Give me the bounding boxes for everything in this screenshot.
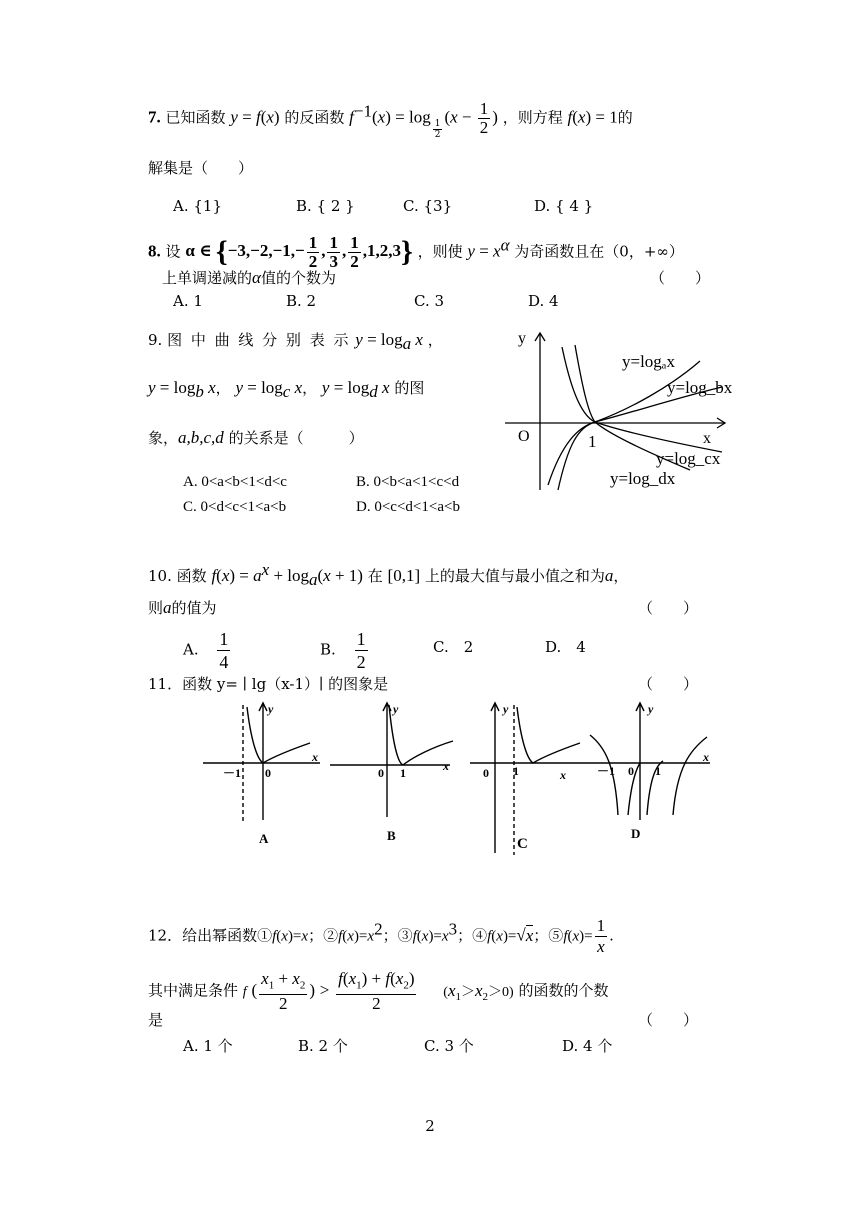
q11-label-b: B [387,828,396,843]
q10-option-d: D. 4 [545,638,586,656]
q9-label-d: y=log_dx [610,469,676,488]
q12-line1: 12．给出幂函数①f(x)=x；$②f(x)=x^2$；$③f(x)=x^3$；④f(x)=√x；⑤f(x)= $\frac{1}{x}$ . [148,916,614,956]
q7-option-d: D. { 4 } [534,197,594,215]
q12-line3: 是 [148,1011,164,1029]
q9-y-label: y [518,330,526,347]
q12-option-b: B. 2 个 [298,1037,348,1055]
q8-line1: 8. 设 α ∈ {−3,−2,−1,− $\frac{1}{2}$ , $\frac{1}{3}$ , $\frac{1}{2}$ ,1,2,3} ，则使 $y = x^\alpha$ 为奇函数且在（0，+∞） [148,233,684,271]
q8-option-a: A. 1 [173,292,203,310]
q10-option-a: A. $\frac{1}{4}$ [183,629,229,672]
q7-text-4: 的 [617,108,633,127]
svg-text:－1: －1 [597,764,616,778]
svg-text:y: y [648,702,654,716]
q9-option-a: A. 0<a<b<1<d<c [183,474,287,490]
q9-line2: $y = \log_b x$， $y = \log_c x$， $y = \log_d x$ 的图 [148,378,425,401]
q7-text-2: 的反函数 [284,108,345,127]
svg-text:x: x [443,759,449,773]
q10-paren: （ ） [638,599,699,617]
q12-option-d: D. 4 个 [562,1037,613,1055]
q7-text-3: ，则方程 [502,108,563,127]
q10-option-c: C. 2 [433,638,474,656]
q9-graph [500,325,740,495]
q11-paren: （ ） [638,675,699,693]
q7-line1: 7. 已知函数 y = f(x) 的反函数 $f^{-1}(x) = \log$ $_{\frac{1}{2}}$ (x − $\frac{1}{2}$ ) ，则方程 f(x) = 1的 [148,99,633,140]
q7-line2: 解集是（ ） [148,159,254,177]
q12-line2: 其中满足条件 f ( $\frac{x_1 + x_2}{2}$ ) > $\frac{f(x_1) + f(x_2)}{2}$ $(x_1>x_2>0)$ 的函数的个数 [148,969,609,1014]
q10-option-b: B. $\frac{1}{2}$ [320,629,366,672]
q9-line1: 9. 图 中 曲 线 分 别 表 示 $y = \log_a x$ ， [148,330,443,353]
q12-option-c: C. 3 个 [424,1037,474,1055]
svg-text:0: 0 [265,766,271,780]
q11-label-c: C [517,836,528,852]
q9-x-label: x [703,430,711,447]
q9-option-d: D. 0<c<d<1<a<b [356,499,460,515]
q8-text-3: 为奇函数且在（0，+∞） [514,242,684,261]
svg-text:1: 1 [513,764,519,778]
svg-text:1: 1 [400,766,406,780]
page-number: 2 [425,1117,435,1135]
q9-label-c: y=log_cx [656,449,721,468]
q9-one-label: 1 [588,432,597,451]
svg-text:y: y [393,702,399,716]
q11-graph-b [330,703,453,817]
q7-option-b: B. { 2 } [296,197,355,215]
svg-text:－1: －1 [223,766,242,780]
q9-label-b: y=log_bx [667,378,733,397]
q12-paren: （ ） [638,1011,699,1029]
svg-text:y: y [503,702,509,716]
q10-line2: 则a的值为 [148,598,217,617]
q9-option-b: B. 0<b<a<1<c<d [356,474,460,490]
q9-line3: 象，a,b,c,d 的关系是（ ） [148,428,364,447]
q9-option-c: C. 0<d<c<1<a<b [183,499,287,515]
q11-line: 11．函数 y= ∣ lg（x-1）∣ 的图象是 [148,675,389,693]
q12-option-a: A. 1 个 [183,1037,233,1055]
svg-text:x: x [560,768,566,782]
q11-label-d: D [631,826,641,841]
q9-origin-label: O [518,428,530,445]
q11-graph-d [580,703,710,820]
q7-option-c: C. {3} [403,197,453,215]
q8-set: α ∈ {−3,−2,−1,− $\frac{1}{2}$ , $\frac{1}{3}$ , $\frac{1}{2}$ ,1,2,3} [185,233,413,271]
svg-text:1: 1 [655,764,661,778]
q8-option-b: B. 2 [286,292,317,310]
q7-number: 7. [148,107,161,127]
q8-option-c: C. 3 [414,292,445,310]
svg-text:0: 0 [378,766,384,780]
svg-text:0: 0 [483,766,489,780]
q7-math-y: y [230,107,238,127]
svg-text:x: x [703,750,709,764]
q8-text-1: 设 [165,242,181,261]
q7-inverse: f [349,107,354,127]
q10-line1: 10. 函数 $f(x) = a^x + \log_a(x + 1)$ 在 [0,1] 上的最大值与最小值之和为a， [148,560,629,589]
q8-option-d: D. 4 [528,292,559,310]
svg-text:0: 0 [628,764,634,778]
q7-text-1: 已知函数 [165,108,226,127]
q11-graphs [195,695,720,860]
q8-text-2: ，则使 [417,242,463,261]
q7-option-a: A. {1} [173,197,222,215]
q8-paren: （ ） [650,269,711,287]
svg-text:x: x [312,750,318,764]
q11-graph-a [203,703,320,823]
q8-line2: 上单调递减的α值的个数为 [162,268,336,287]
q9-label-a: y=logₐx [622,352,675,371]
q8-number: 8. [148,241,161,261]
q11-label-a: A [259,831,269,846]
svg-text:y: y [268,702,274,716]
